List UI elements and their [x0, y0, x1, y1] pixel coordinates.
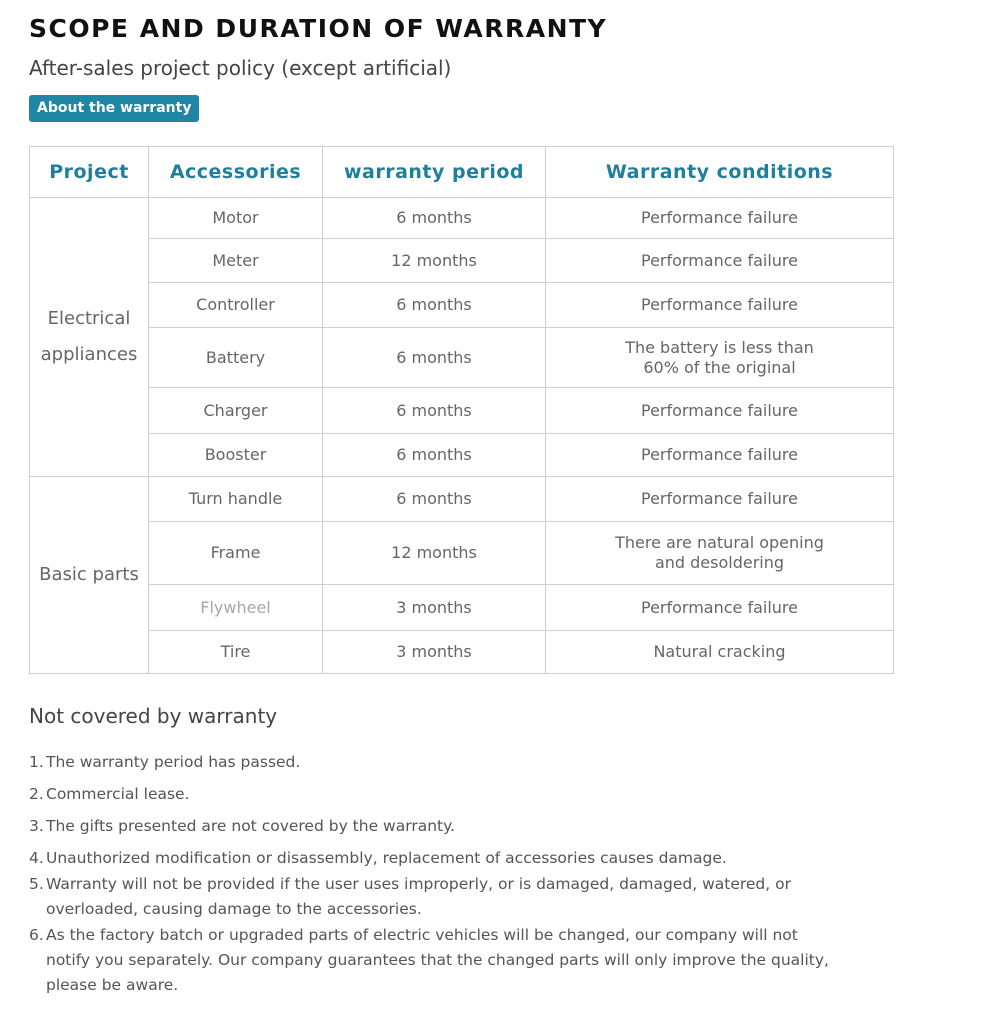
condition-cell: Performance failure [546, 477, 894, 522]
list-item-text: The warranty period has passed. [46, 753, 301, 771]
header-project: Project [30, 147, 149, 198]
header-warranty-period: warranty period [323, 147, 546, 198]
condition-cell: Performance failure [546, 434, 894, 477]
accessory-cell: Tire [149, 631, 323, 674]
list-item-text: Warranty will not be provided if the user uses improperly, or is damaged, damaged, watered, or overloaded, causing damage to the accessories. [46, 875, 791, 918]
table-row [30, 477, 894, 522]
period-cell: 6 months [323, 283, 546, 328]
list-item-number: 6. [29, 926, 44, 944]
group-label-basic: Basic parts [30, 477, 149, 674]
period-cell: 6 months [323, 477, 546, 522]
group-label-electrical: Electrical appliances [30, 198, 149, 477]
accessory-cell: Meter [149, 239, 323, 283]
list-item [29, 846, 829, 871]
list-item-text: Commercial lease. [46, 785, 190, 803]
condition-cell: Performance failure [546, 198, 894, 239]
period-cell: 6 months [323, 328, 546, 388]
condition-cell: There are natural opening and desoldering [546, 522, 894, 585]
list-item [29, 750, 829, 775]
page-subtitle: After-sales project policy (except artificial) [29, 56, 452, 80]
list-item-text: The gifts presented are not covered by the warranty. [46, 817, 455, 835]
page-title: SCOPE AND DURATION OF WARRANTY [29, 14, 608, 43]
table-row [30, 522, 894, 585]
warranty-table [29, 146, 894, 674]
table-row [30, 631, 894, 674]
table-row [30, 388, 894, 434]
period-cell: 6 months [323, 434, 546, 477]
condition-cell: Performance failure [546, 239, 894, 283]
about-warranty-badge: About the warranty [29, 95, 199, 122]
accessory-cell: Charger [149, 388, 323, 434]
period-cell: 6 months [323, 198, 546, 239]
list-item-text: Unauthorized modification or disassembly, replacement of accessories causes damage. [46, 849, 727, 867]
condition-cell: The battery is less than 60% of the original [546, 328, 894, 388]
accessory-cell: Battery [149, 328, 323, 388]
condition-cell: Performance failure [546, 283, 894, 328]
list-item-number: 5. [29, 875, 44, 893]
table-row [30, 198, 894, 239]
period-cell: 3 months [323, 631, 546, 674]
list-item [29, 872, 829, 922]
table-row [30, 328, 894, 388]
list-item-number: 2. [29, 785, 44, 803]
table-row [30, 434, 894, 477]
table-row [30, 585, 894, 631]
list-item [29, 782, 829, 807]
condition-cell: Natural cracking [546, 631, 894, 674]
not-covered-heading: Not covered by warranty [29, 704, 278, 728]
table-row [30, 283, 894, 328]
accessory-cell: Booster [149, 434, 323, 477]
period-cell: 12 months [323, 239, 546, 283]
header-warranty-conditions: Warranty conditions [546, 147, 894, 198]
accessory-cell: Flywheel [149, 585, 323, 631]
accessory-cell: Motor [149, 198, 323, 239]
period-cell: 3 months [323, 585, 546, 631]
list-item-number: 3. [29, 817, 44, 835]
accessory-cell: Frame [149, 522, 323, 585]
list-item-number: 1. [29, 753, 44, 771]
condition-cell: Performance failure [546, 388, 894, 434]
list-item [29, 923, 829, 998]
accessory-cell: Turn handle [149, 477, 323, 522]
list-item [29, 814, 829, 839]
list-item-number: 4. [29, 849, 44, 867]
table-header-row [30, 147, 894, 198]
table-row [30, 239, 894, 283]
list-item-text: As the factory batch or upgraded parts of electric vehicles will be changed, our company will not notify you separately. Our company guarantees that the changed parts will only improve the quality, please be aware. [46, 926, 829, 994]
not-covered-list [29, 750, 829, 999]
period-cell: 12 months [323, 522, 546, 585]
header-accessories: Accessories [149, 147, 323, 198]
accessory-cell: Controller [149, 283, 323, 328]
period-cell: 6 months [323, 388, 546, 434]
condition-cell: Performance failure [546, 585, 894, 631]
